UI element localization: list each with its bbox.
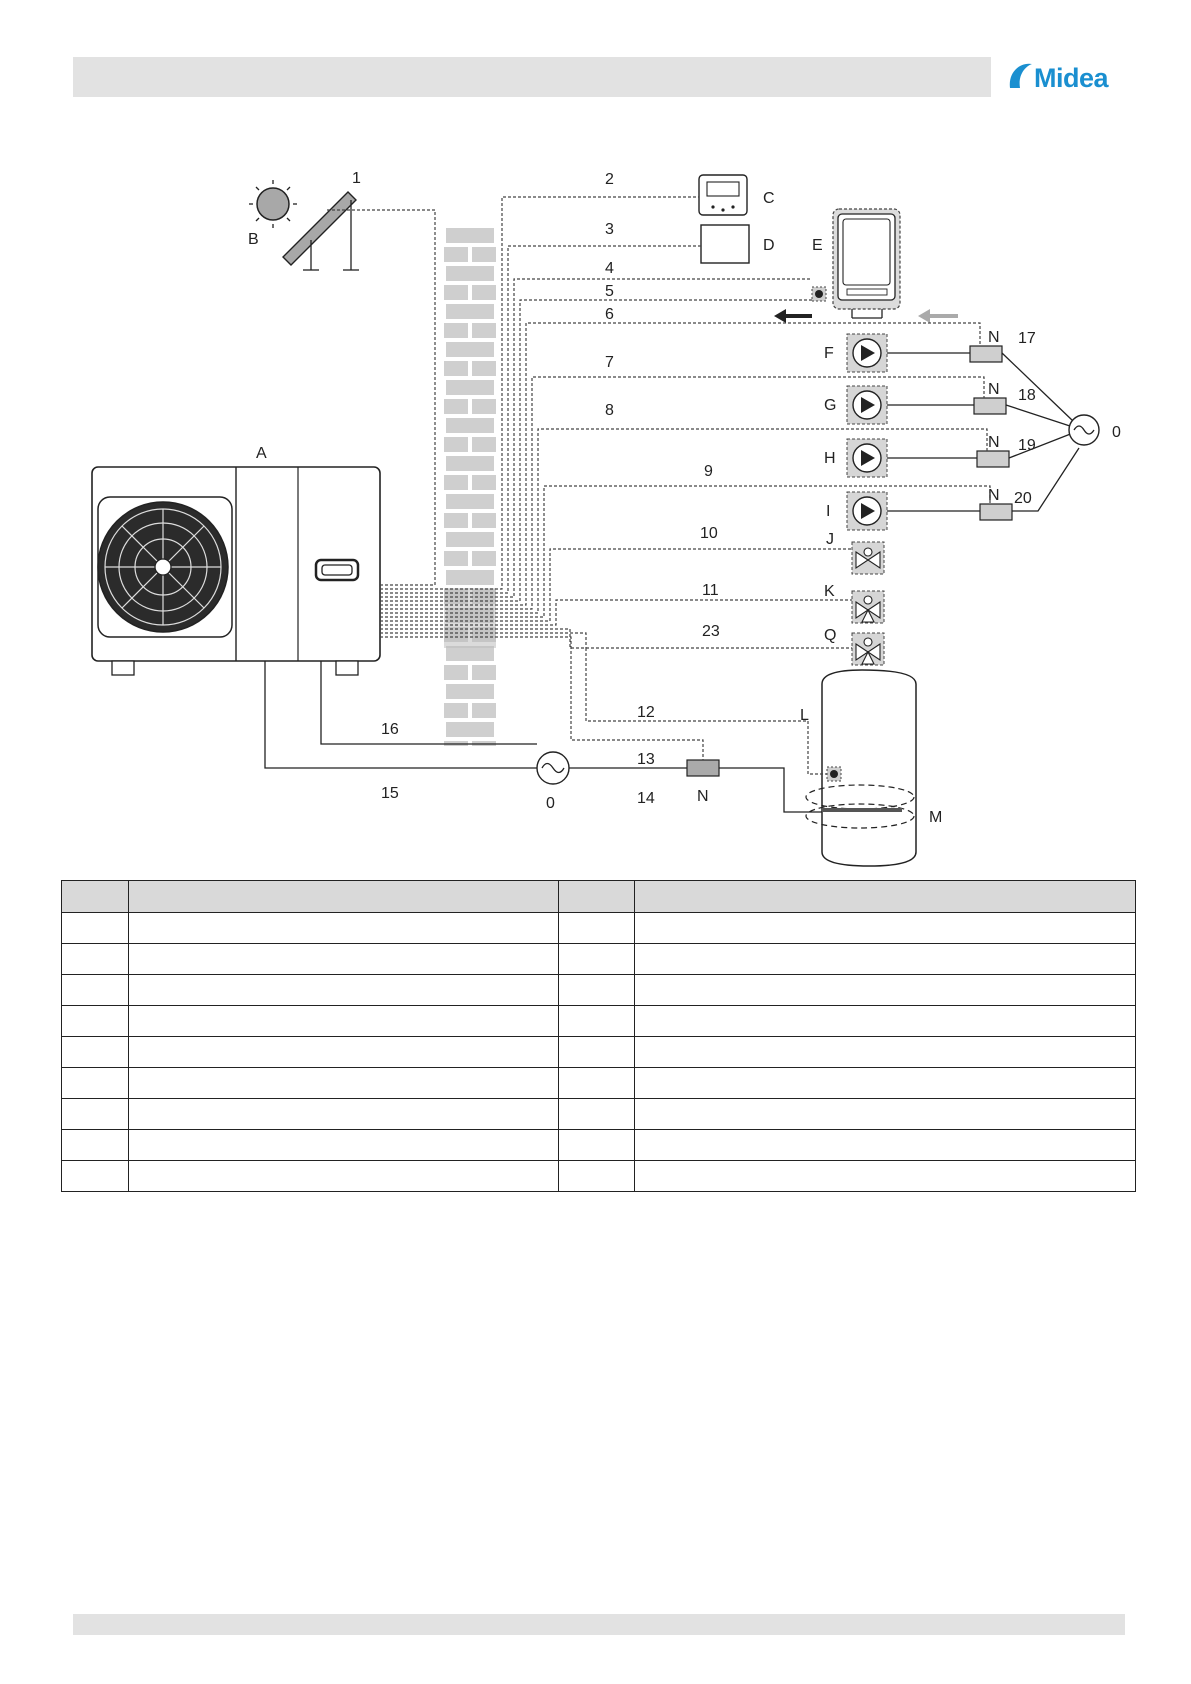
- brick-wall: [444, 226, 496, 746]
- table-cell: [559, 975, 635, 1006]
- two-way-valve-j-icon: [852, 542, 884, 574]
- table-cell: [559, 1099, 635, 1130]
- table-cell: [62, 1099, 129, 1130]
- label-0-bottom: 0: [546, 795, 555, 812]
- label-7: 7: [605, 354, 614, 371]
- label-Q: Q: [824, 627, 837, 644]
- pump-f-icon: [847, 334, 887, 372]
- device-d-box: [701, 225, 749, 263]
- table-cell: [559, 1006, 635, 1037]
- boiler-icon: [833, 209, 900, 318]
- label-16: 16: [381, 721, 399, 738]
- header-cell: [635, 881, 1136, 913]
- label-2: 2: [605, 171, 614, 188]
- label-15: 15: [381, 785, 399, 802]
- table-cell: [62, 1037, 129, 1068]
- table-row: [62, 1099, 1136, 1130]
- buffer-manifold-icon: [537, 752, 569, 784]
- label-G: G: [824, 397, 837, 414]
- label-1: 1: [352, 170, 361, 187]
- three-way-valve-q-icon: [852, 633, 884, 665]
- label-F: F: [824, 345, 834, 362]
- label-10: 10: [700, 525, 718, 542]
- wired-controller-icon: [699, 175, 747, 215]
- label-3: 3: [605, 221, 614, 238]
- label-N20: N: [988, 487, 1000, 504]
- label-N13: N: [697, 788, 709, 805]
- table-row: [62, 1130, 1136, 1161]
- label-18: 18: [1018, 387, 1036, 404]
- table-row: [62, 1006, 1136, 1037]
- table-cell: [635, 1099, 1136, 1130]
- table-cell: [129, 913, 559, 944]
- table-cell: [559, 913, 635, 944]
- table-cell: [559, 1161, 635, 1192]
- three-way-valve-k-icon: [852, 591, 884, 623]
- table-row: [62, 913, 1136, 944]
- arrow-in-icon: [918, 309, 958, 323]
- label-5: 5: [605, 283, 614, 300]
- label-A: A: [256, 445, 267, 462]
- table-cell: [129, 1161, 559, 1192]
- sun-icon: [249, 180, 297, 228]
- table-cell: [62, 944, 129, 975]
- header-cell: [129, 881, 559, 913]
- table-cell: [129, 1006, 559, 1037]
- table-cell: [62, 975, 129, 1006]
- table-cell: [635, 1006, 1136, 1037]
- table-cell: [62, 1006, 129, 1037]
- label-6: 6: [605, 306, 614, 323]
- table-cell: [129, 1099, 559, 1130]
- n-box-18: [974, 398, 1006, 414]
- label-K: K: [824, 583, 835, 600]
- label-11: 11: [702, 582, 719, 599]
- pump-g-icon: [847, 386, 887, 424]
- table-cell: [559, 1130, 635, 1161]
- table-cell: [559, 1037, 635, 1068]
- footer-bar: [73, 1614, 1125, 1635]
- table-row: [62, 1068, 1136, 1099]
- label-M: M: [929, 809, 943, 826]
- label-19: 19: [1018, 437, 1036, 454]
- label-13: 13: [637, 751, 655, 768]
- table-cell: [129, 975, 559, 1006]
- label-D: D: [763, 237, 775, 254]
- label-I: I: [826, 503, 831, 520]
- label-H: H: [824, 450, 836, 467]
- label-C: C: [763, 190, 775, 207]
- label-B: B: [248, 231, 259, 248]
- table-cell: [635, 913, 1136, 944]
- header-cell: [559, 881, 635, 913]
- table-cell: [62, 913, 129, 944]
- table-cell: [635, 975, 1136, 1006]
- table-cell: [635, 944, 1136, 975]
- n-box-17: [970, 346, 1002, 362]
- mixing-manifold-icon: [1069, 415, 1099, 445]
- label-0-right: 0: [1112, 424, 1121, 441]
- table-header-row: [62, 881, 1136, 913]
- table-cell: [559, 944, 635, 975]
- n-box-19: [977, 451, 1009, 467]
- label-8: 8: [605, 402, 614, 419]
- label-4: 4: [605, 260, 614, 277]
- label-J: J: [826, 531, 834, 548]
- table-row: [62, 975, 1136, 1006]
- table-cell: [635, 1130, 1136, 1161]
- table-cell: [62, 1161, 129, 1192]
- arrow-out-icon: [774, 309, 812, 323]
- table-cell: [129, 944, 559, 975]
- pump-i-icon: [847, 492, 887, 530]
- hot-water-tank-icon: [806, 670, 916, 866]
- outdoor-unit-icon: [92, 467, 380, 675]
- n-box-13: [687, 760, 719, 776]
- table-row: [62, 944, 1136, 975]
- label-N17: N: [988, 329, 1000, 346]
- label-14: 14: [637, 790, 655, 807]
- table-cell: [62, 1130, 129, 1161]
- table-cell: [129, 1068, 559, 1099]
- label-L: L: [800, 707, 809, 724]
- label-N18: N: [988, 381, 1000, 398]
- table-cell: [635, 1068, 1136, 1099]
- brand-name: Midea: [1034, 63, 1109, 93]
- table-cell: [129, 1130, 559, 1161]
- label-N19: N: [988, 434, 1000, 451]
- label-23: 23: [702, 623, 720, 640]
- legend-table: [61, 880, 1136, 1192]
- table-cell: [635, 1037, 1136, 1068]
- table-row: [62, 1161, 1136, 1192]
- pump-h-icon: [847, 439, 887, 477]
- table-cell: [559, 1068, 635, 1099]
- label-17: 17: [1018, 330, 1036, 347]
- label-9: 9: [704, 463, 713, 480]
- table-cell: [635, 1161, 1136, 1192]
- table-row: [62, 1037, 1136, 1068]
- n-box-20: [980, 504, 1012, 520]
- table-cell: [62, 1068, 129, 1099]
- label-E: E: [812, 237, 823, 254]
- label-12: 12: [637, 704, 655, 721]
- label-20: 20: [1014, 490, 1032, 507]
- table-cell: [129, 1037, 559, 1068]
- header-cell: [62, 881, 129, 913]
